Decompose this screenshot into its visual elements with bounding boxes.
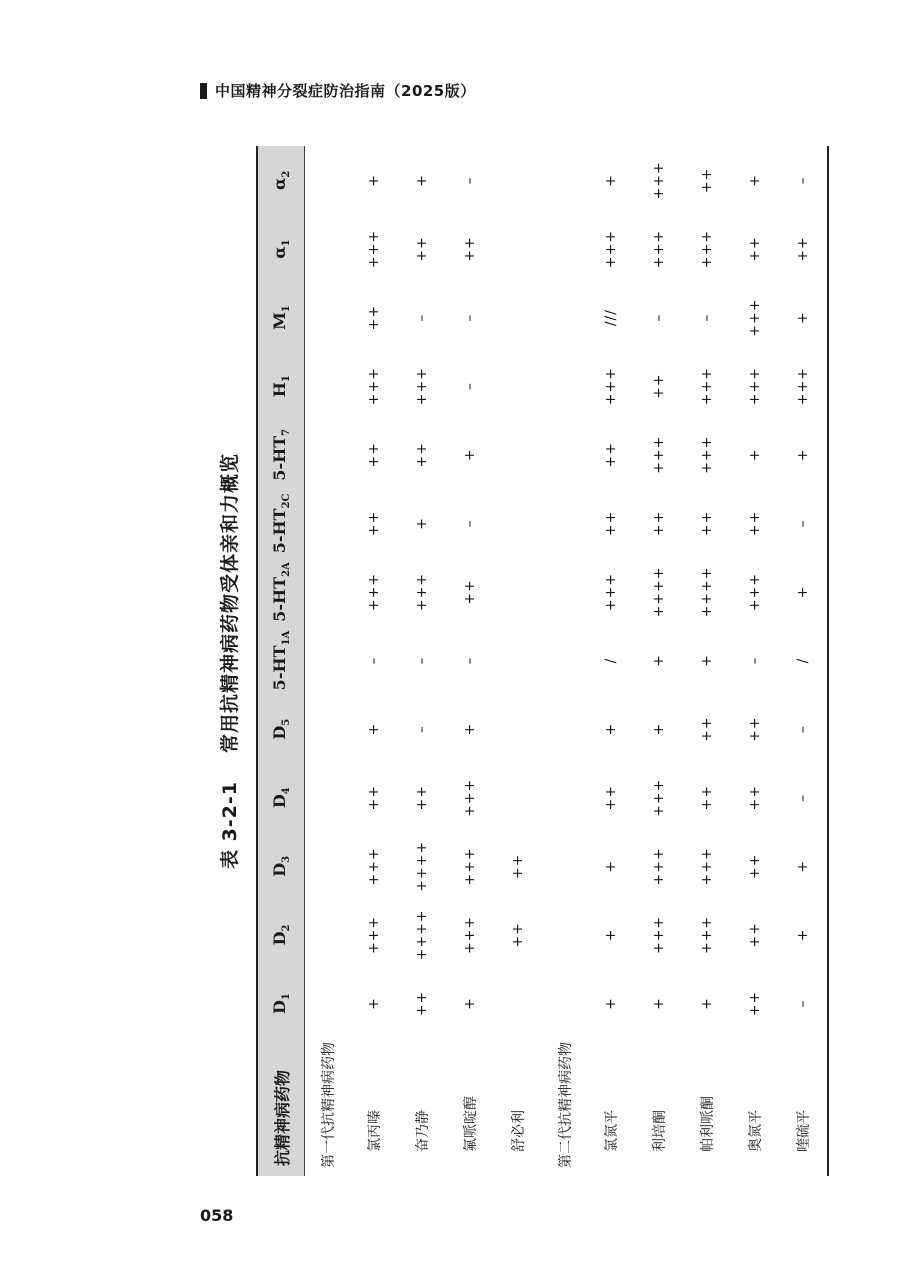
affinity-cell bbox=[494, 352, 542, 421]
affinity-cell: + bbox=[366, 997, 382, 1010]
table-number: 表 3-2-1 bbox=[218, 780, 241, 870]
empty-cell bbox=[305, 420, 351, 489]
affinity-cell: +++ bbox=[366, 572, 382, 612]
column-header-receptor bbox=[257, 489, 305, 558]
affinity-cell: ++++ bbox=[699, 566, 715, 618]
affinity-cell: ++ bbox=[510, 922, 526, 948]
affinity-cell: + bbox=[747, 173, 763, 187]
affinity-cell: + bbox=[651, 997, 667, 1010]
column-header-receptor bbox=[257, 352, 305, 421]
table-row bbox=[398, 146, 446, 1176]
empty-cell bbox=[542, 420, 587, 489]
receptor-name: H bbox=[269, 382, 289, 398]
affinity-cell: + bbox=[603, 859, 619, 873]
drug-name: 帕利哌酮 bbox=[700, 1096, 716, 1152]
affinity-cell: /// bbox=[603, 309, 619, 327]
affinity-cell: +++ bbox=[462, 847, 478, 886]
affinity-cell: +++ bbox=[699, 229, 715, 269]
affinity-cell: +++ bbox=[699, 367, 715, 406]
affinity-cell: + bbox=[366, 173, 382, 187]
affinity-cell: + bbox=[651, 722, 667, 736]
empty-cell bbox=[305, 558, 351, 627]
receptor-name: 5-HT bbox=[269, 576, 289, 622]
receptor-subtype: 1 bbox=[281, 375, 293, 383]
affinity-cell: – bbox=[462, 382, 478, 391]
affinity-cell: + bbox=[795, 928, 811, 942]
receptor-affinity-table bbox=[256, 146, 829, 1176]
receptor-subtype: 4 bbox=[281, 787, 293, 795]
affinity-cell: ++ bbox=[366, 510, 382, 537]
affinity-cell: +++ bbox=[651, 915, 667, 955]
affinity-cell: +++ bbox=[414, 572, 430, 612]
affinity-cell: ++ bbox=[699, 785, 715, 811]
affinity-cell bbox=[494, 283, 542, 352]
affinity-cell bbox=[494, 146, 542, 215]
affinity-cell bbox=[494, 215, 542, 284]
drug-name: 氯丙嗪 bbox=[367, 1110, 383, 1152]
affinity-cell: + bbox=[795, 311, 811, 324]
table-caption bbox=[200, 146, 256, 1176]
affinity-cell: ++ bbox=[699, 716, 715, 742]
drug-name: 舒必利 bbox=[511, 1110, 527, 1152]
affinity-cell bbox=[494, 558, 542, 627]
column-header-receptor bbox=[257, 901, 305, 970]
affinity-cell: – bbox=[795, 793, 811, 802]
section-label: 第二代抗精神病药物 bbox=[557, 1042, 574, 1168]
receptor-subtype: 7 bbox=[281, 428, 293, 436]
affinity-cell bbox=[494, 969, 542, 1038]
receptor-subtype: 2 bbox=[281, 924, 293, 932]
column-header-receptor bbox=[257, 420, 305, 489]
empty-cell bbox=[305, 283, 351, 352]
empty-cell bbox=[305, 352, 351, 421]
affinity-cell: + bbox=[603, 997, 619, 1010]
affinity-cell: ++ bbox=[699, 167, 715, 194]
empty-cell bbox=[542, 283, 587, 352]
affinity-cell: ++ bbox=[795, 236, 811, 262]
affinity-cell: +++ bbox=[699, 435, 715, 474]
affinity-cell: +++ bbox=[603, 572, 619, 612]
affinity-cell: ++++ bbox=[414, 909, 430, 961]
drug-name: 奥氮平 bbox=[748, 1110, 764, 1152]
affinity-cell: ++ bbox=[747, 853, 763, 880]
affinity-cell: – bbox=[795, 519, 811, 528]
affinity-cell: +++ bbox=[747, 572, 763, 612]
affinity-cell: ++ bbox=[747, 922, 763, 948]
affinity-cell: / bbox=[795, 657, 811, 664]
affinity-cell: ++ bbox=[747, 236, 763, 262]
empty-cell bbox=[542, 215, 587, 284]
affinity-cell: – bbox=[414, 725, 430, 734]
drug-name: 氯氮平 bbox=[604, 1110, 620, 1152]
column-header-receptor bbox=[257, 558, 305, 627]
receptor-subtype: 2 bbox=[281, 170, 293, 178]
affinity-cell: + bbox=[699, 654, 715, 667]
affinity-cell: +++ bbox=[414, 367, 430, 406]
empty-cell bbox=[305, 146, 351, 215]
column-header-receptor bbox=[257, 283, 305, 352]
affinity-cell: +++ bbox=[651, 229, 667, 269]
affinity-cell: +++ bbox=[462, 778, 478, 817]
receptor-subtype: 1A bbox=[281, 630, 293, 646]
section-row bbox=[542, 146, 587, 1176]
table-title: 常用抗精神病药物受体亲和力概览 bbox=[218, 452, 241, 753]
affinity-cell: +++ bbox=[747, 298, 763, 337]
affinity-cell: ++ bbox=[699, 510, 715, 537]
receptor-name: D bbox=[269, 794, 289, 809]
affinity-cell: +++ bbox=[366, 367, 382, 406]
table-row bbox=[635, 146, 683, 1176]
affinity-cell: ++ bbox=[603, 510, 619, 537]
empty-cell bbox=[542, 146, 587, 215]
affinity-cell: +++ bbox=[366, 847, 382, 886]
empty-cell bbox=[305, 763, 351, 832]
drug-name: 喹硫平 bbox=[796, 1110, 812, 1152]
receptor-subtype: 2A bbox=[281, 562, 293, 577]
affinity-cell: + bbox=[699, 997, 715, 1010]
empty-cell bbox=[305, 969, 351, 1038]
affinity-cell: ++ bbox=[414, 236, 430, 262]
affinity-cell: +++ bbox=[651, 161, 667, 200]
affinity-cell: + bbox=[651, 654, 667, 667]
empty-cell bbox=[305, 901, 351, 970]
affinity-cell: + bbox=[414, 173, 430, 187]
affinity-cell: ++++ bbox=[414, 840, 430, 892]
affinity-cell: + bbox=[795, 585, 811, 599]
affinity-cell: ++ bbox=[462, 236, 478, 262]
receptor-name: α bbox=[269, 177, 289, 190]
affinity-cell: – bbox=[747, 656, 763, 665]
affinity-cell: +++ bbox=[747, 367, 763, 406]
affinity-cell: + bbox=[795, 448, 811, 462]
receptor-name: D bbox=[269, 931, 289, 946]
affinity-cell: +++ bbox=[366, 915, 382, 955]
affinity-cell: ++ bbox=[462, 579, 478, 605]
receptor-name: M bbox=[269, 312, 289, 330]
affinity-cell: – bbox=[795, 176, 811, 185]
affinity-cell: +++ bbox=[462, 915, 478, 955]
table-row bbox=[779, 146, 828, 1176]
affinity-cell: – bbox=[795, 999, 811, 1008]
affinity-cell: + bbox=[603, 722, 619, 736]
drug-name: 利培酮 bbox=[652, 1110, 668, 1152]
column-header-receptor bbox=[257, 832, 305, 901]
affinity-cell: ++ bbox=[747, 716, 763, 742]
column-header-receptor bbox=[257, 215, 305, 284]
drug-name: 氟哌啶醇 bbox=[463, 1096, 479, 1152]
affinity-cell: ++ bbox=[414, 785, 430, 811]
receptor-subtype: 3 bbox=[281, 855, 293, 863]
receptor-subtype: 1 bbox=[281, 239, 293, 247]
affinity-cell bbox=[494, 626, 542, 695]
affinity-cell: +++ bbox=[603, 367, 619, 406]
empty-cell bbox=[542, 695, 587, 764]
affinity-cell: – bbox=[366, 656, 382, 665]
affinity-cell: + bbox=[462, 448, 478, 462]
table-header-row bbox=[257, 146, 305, 1176]
running-title: 中国精神分裂症防治指南（2025版） bbox=[215, 82, 476, 100]
affinity-cell: +++ bbox=[699, 847, 715, 886]
affinity-cell: + bbox=[603, 173, 619, 187]
affinity-cell: – bbox=[462, 313, 478, 322]
empty-cell bbox=[305, 832, 351, 901]
affinity-cell: – bbox=[462, 656, 478, 665]
affinity-cell: + bbox=[462, 997, 478, 1010]
affinity-cell: – bbox=[414, 656, 430, 665]
empty-cell bbox=[542, 832, 587, 901]
affinity-cell: ++ bbox=[603, 442, 619, 468]
affinity-cell: +++ bbox=[651, 778, 667, 817]
header-bar-mark bbox=[200, 83, 207, 99]
receptor-name: 5-HT bbox=[269, 435, 289, 481]
table-row bbox=[350, 146, 398, 1176]
empty-cell bbox=[305, 215, 351, 284]
rotated-table-block bbox=[200, 146, 812, 1176]
affinity-cell: + bbox=[414, 517, 430, 530]
affinity-cell bbox=[494, 489, 542, 558]
table-row bbox=[494, 146, 542, 1176]
affinity-cell: – bbox=[414, 313, 430, 322]
affinity-cell: ++ bbox=[366, 304, 382, 331]
receptor-name: 5-HT bbox=[269, 508, 289, 554]
table-row bbox=[587, 146, 635, 1176]
affinity-cell: ++ bbox=[366, 442, 382, 468]
column-header-receptor bbox=[257, 626, 305, 695]
affinity-cell: + bbox=[603, 928, 619, 942]
affinity-cell: +++ bbox=[603, 229, 619, 269]
affinity-cell: + bbox=[747, 448, 763, 462]
affinity-cell: – bbox=[462, 176, 478, 185]
table-row bbox=[446, 146, 494, 1176]
affinity-cell: +++ bbox=[651, 435, 667, 474]
affinity-cell: +++ bbox=[651, 847, 667, 886]
column-header-receptor bbox=[257, 146, 305, 215]
affinity-cell: +++ bbox=[366, 229, 382, 269]
affinity-cell: ++ bbox=[651, 510, 667, 537]
affinity-cell: + bbox=[366, 722, 382, 736]
receptor-name: D bbox=[269, 862, 289, 877]
affinity-cell: ++ bbox=[414, 990, 430, 1017]
affinity-cell: ++ bbox=[747, 785, 763, 811]
affinity-cell bbox=[494, 420, 542, 489]
affinity-cell: – bbox=[699, 313, 715, 322]
affinity-cell: ++ bbox=[366, 785, 382, 811]
empty-cell bbox=[542, 763, 587, 832]
column-header-receptor bbox=[257, 763, 305, 832]
receptor-subtype: 1 bbox=[281, 993, 293, 1001]
empty-cell bbox=[305, 695, 351, 764]
empty-cell bbox=[542, 489, 587, 558]
affinity-cell: ++ bbox=[651, 373, 667, 399]
empty-cell bbox=[542, 969, 587, 1038]
affinity-cell: + bbox=[462, 722, 478, 736]
receptor-subtype: 5 bbox=[281, 718, 293, 726]
column-header-receptor bbox=[257, 695, 305, 764]
receptor-subtype: 1 bbox=[281, 305, 293, 313]
drug-name: 奋乃静 bbox=[415, 1110, 431, 1152]
table-row bbox=[683, 146, 731, 1176]
affinity-cell: ++ bbox=[414, 442, 430, 468]
empty-cell bbox=[305, 626, 351, 695]
receptor-name: α bbox=[269, 246, 289, 259]
section-label: 第一代抗精神病药物 bbox=[320, 1042, 337, 1168]
affinity-cell: + bbox=[795, 859, 811, 873]
empty-cell bbox=[542, 626, 587, 695]
receptor-name: D bbox=[269, 725, 289, 740]
affinity-cell: – bbox=[795, 725, 811, 734]
affinity-cell: +++ bbox=[795, 367, 811, 406]
page-number: 058 bbox=[200, 1206, 234, 1225]
affinity-cell: – bbox=[462, 519, 478, 528]
receptor-subtype: 2C bbox=[281, 493, 293, 509]
running-header bbox=[200, 80, 476, 101]
affinity-cell: ++ bbox=[603, 785, 619, 811]
affinity-cell: / bbox=[603, 657, 619, 664]
column-header-receptor bbox=[257, 969, 305, 1038]
section-row bbox=[305, 146, 351, 1176]
affinity-cell bbox=[494, 695, 542, 764]
receptor-name: D bbox=[269, 1000, 289, 1014]
affinity-cell: ++ bbox=[747, 510, 763, 537]
affinity-cell: ++ bbox=[747, 990, 763, 1017]
affinity-cell: ++++ bbox=[651, 566, 667, 618]
empty-cell bbox=[542, 352, 587, 421]
empty-cell bbox=[542, 558, 587, 627]
affinity-cell: +++ bbox=[699, 915, 715, 955]
empty-cell bbox=[305, 489, 351, 558]
affinity-cell: – bbox=[651, 313, 667, 322]
table-row bbox=[731, 146, 779, 1176]
column-header-drug: 抗精神病药物 bbox=[257, 1038, 305, 1176]
affinity-cell bbox=[494, 763, 542, 832]
empty-cell bbox=[542, 901, 587, 970]
affinity-cell: ++ bbox=[510, 853, 526, 880]
receptor-name: 5-HT bbox=[269, 645, 289, 691]
